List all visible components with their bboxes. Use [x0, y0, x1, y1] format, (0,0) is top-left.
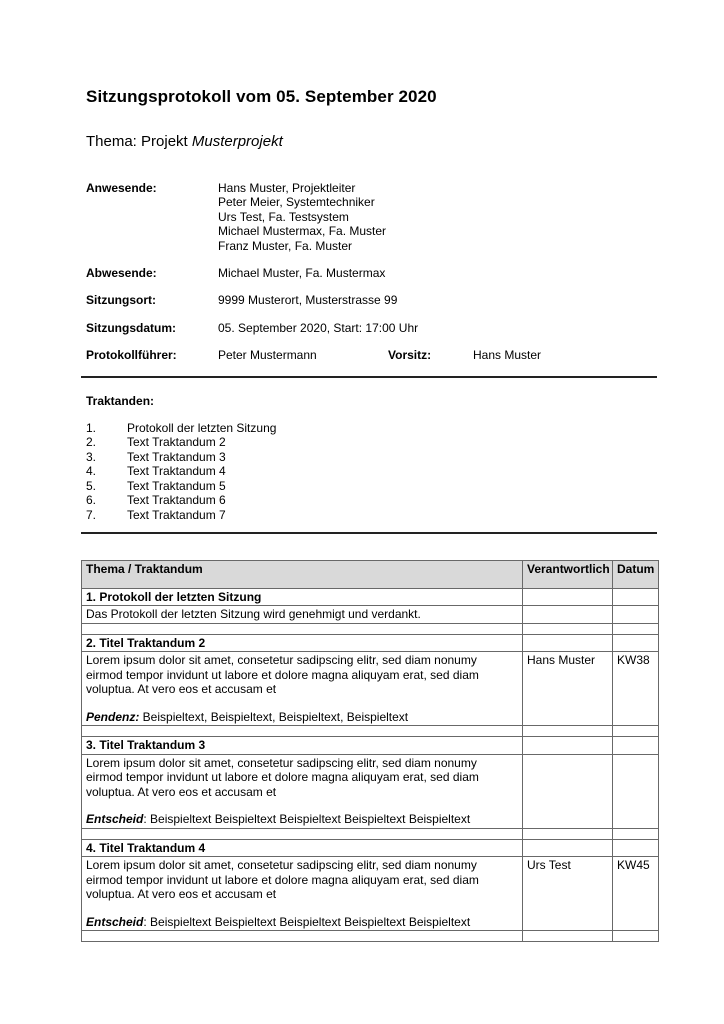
table-row-title: [82, 588, 659, 606]
sitzungsort-label: Sitzungsort:: [86, 293, 156, 308]
section-note-lead: Pendenz:: [86, 709, 140, 724]
meta-row-sitzungsdatum: [86, 321, 657, 335]
table-row-body: [82, 857, 659, 931]
sitzungsdatum-value: 05. September 2020, Start: 17:00 Uhr: [218, 320, 419, 335]
thema-project-name: Musterprojekt: [191, 133, 283, 150]
protocol-table-header: [82, 560, 659, 588]
traktanden-item-number: 6.: [86, 493, 97, 508]
table-row-spacer: [82, 828, 659, 839]
sitzungsdatum-label: Sitzungsdatum:: [86, 320, 176, 335]
abwesende-value: Michael Muster, Fa. Mustermax: [218, 266, 386, 281]
traktanden-item-number: 3.: [86, 449, 97, 464]
traktanden-item-text: Protokoll der letzten Sitzung: [127, 421, 277, 436]
table-cell-empty: [523, 828, 613, 839]
table-cell-empty: [523, 839, 613, 857]
table-row-title: [82, 634, 659, 652]
responsible-cell: Hans Muster: [523, 652, 613, 726]
section-title-cell: 1. Protokoll der letzten Sitzung: [82, 588, 523, 606]
table-row-body: [82, 606, 659, 624]
column-header-verantwortlich: Verantwortlich: [523, 560, 613, 588]
table-row-spacer: [82, 623, 659, 634]
section-title-cell: 2. Titel Traktandum 2: [82, 634, 523, 652]
section-body-text: Lorem ipsum dolor sit amet, consetetur sadipscing elitr, sed diam nonumy eirmod tempor invidunt ut labore et dolore magna aliquyam erat, sed diam voluptua. At vero eos et accusam et: [86, 858, 479, 902]
section-note: [86, 812, 507, 827]
table-cell-empty: [613, 588, 659, 606]
traktanden-item: [86, 508, 657, 522]
meta-section: [86, 181, 657, 363]
table-cell-empty: [82, 726, 523, 737]
sitzungsort-value: 9999 Musterort, Musterstrasse 99: [218, 293, 398, 308]
traktanden-item: [86, 421, 657, 435]
protocol-table: [81, 560, 659, 943]
attendee-line: Franz Muster, Fa. Muster: [218, 238, 353, 253]
traktanden-item-text: Text Traktandum 3: [127, 449, 226, 464]
section-body-text: Lorem ipsum dolor sit amet, consetetur sadipscing elitr, sed diam nonumy eirmod tempor invidunt ut labore et dolore magna aliquyam erat, sed diam voluptua. At vero eos et accusam et: [86, 755, 479, 799]
section-note: [86, 710, 507, 725]
date-cell: KW45: [613, 857, 659, 931]
table-cell-empty: [523, 623, 613, 634]
column-header-datum: Datum: [613, 560, 659, 588]
meta-row-abwesende: [86, 266, 657, 280]
section-note-text: : Beispieltext Beispieltext Beispieltext Beispieltext Beispieltext: [143, 812, 471, 827]
table-cell-empty: [613, 737, 659, 755]
vorsitz-label: Vorsitz:: [388, 348, 432, 363]
date-cell: KW38: [613, 652, 659, 726]
traktanden-item-text: Text Traktandum 2: [127, 435, 226, 450]
table-cell-empty: [82, 623, 523, 634]
responsible-cell: [523, 754, 613, 828]
section-body-cell: [82, 754, 523, 828]
section-note-text: Beispieltext, Beispieltext, Beispieltext, Beispieltext: [139, 709, 409, 724]
traktanden-item: [86, 450, 657, 464]
section-body-cell: [82, 606, 523, 624]
table-cell-empty: [613, 726, 659, 737]
anwesende-label: Anwesende:: [86, 181, 157, 195]
meta-row-protokollfuehrer: [86, 348, 657, 362]
table-cell-empty: [523, 931, 613, 942]
traktanden-item: [86, 493, 657, 507]
table-row-title: [82, 839, 659, 857]
traktanden-item: [86, 435, 657, 449]
column-header-thema: Thema / Traktandum: [82, 560, 523, 588]
traktanden-item-text: Text Traktandum 5: [127, 478, 226, 493]
table-cell-empty: [613, 839, 659, 857]
table-cell-empty: [523, 588, 613, 606]
table-cell-empty: [523, 737, 613, 755]
traktanden-item-number: 1.: [86, 421, 97, 436]
table-header-row: [82, 560, 659, 588]
table-row-title: [82, 737, 659, 755]
section-note-lead: Entscheid: [86, 914, 144, 929]
table-cell-empty: [613, 634, 659, 652]
responsible-cell: [523, 606, 613, 624]
page-title: Sitzungsprotokoll vom 05. September 2020: [86, 87, 437, 106]
traktanden-item-number: 2.: [86, 435, 97, 450]
traktanden-item: [86, 479, 657, 493]
table-row-body: [82, 754, 659, 828]
attendee-line: Michael Mustermax, Fa. Muster: [218, 224, 387, 239]
anwesende-lines: [218, 181, 657, 253]
section-title-cell: 4. Titel Traktandum 4: [82, 839, 523, 857]
traktanden-item-text: Text Traktandum 4: [127, 464, 226, 479]
vorsitz-value: Hans Muster: [473, 348, 542, 363]
traktanden-item-text: Text Traktandum 6: [127, 493, 226, 508]
section-body-text: Das Protokoll der letzten Sitzung wird genehmigt und verdankt.: [86, 607, 421, 622]
traktanden-item-number: 4.: [86, 464, 97, 479]
traktanden-item-number: 5.: [86, 478, 97, 493]
attendee-line: Peter Meier, Systemtechniker: [218, 195, 375, 210]
table-cell-empty: [613, 828, 659, 839]
abwesende-label: Abwesende:: [86, 266, 157, 281]
table-cell-empty: [82, 931, 523, 942]
date-cell: [613, 606, 659, 624]
attendee-line: Hans Muster, Projektleiter: [218, 181, 356, 195]
table-cell-empty: [523, 634, 613, 652]
attendee-line: Urs Test, Fa. Testsystem: [218, 209, 349, 224]
traktanden-item-number: 7.: [86, 507, 97, 522]
protocol-table-body: [82, 588, 659, 942]
divider-rule-bottom: [81, 532, 657, 534]
divider-rule-top: [81, 376, 657, 378]
date-cell: [613, 754, 659, 828]
section-title-cell: 3. Titel Traktandum 3: [82, 737, 523, 755]
section-note: [86, 915, 507, 930]
traktanden-item: [86, 464, 657, 478]
table-cell-empty: [613, 623, 659, 634]
responsible-cell: Urs Test: [523, 857, 613, 931]
traktanden-list: [81, 421, 657, 522]
table-cell-empty: [523, 726, 613, 737]
table-row-body: [82, 652, 659, 726]
section-note-text: : Beispieltext Beispieltext Beispieltext Beispieltext Beispieltext: [143, 914, 471, 929]
thema-line: [86, 133, 657, 151]
table-row-spacer: [82, 931, 659, 942]
meta-row-sitzungsort: [86, 293, 657, 307]
section-body-cell: [82, 857, 523, 931]
protokollfuehrer-label: Protokollführer:: [86, 348, 177, 363]
traktanden-heading: Traktanden:: [86, 393, 155, 408]
table-row-spacer: [82, 726, 659, 737]
thema-prefix: Thema: Projekt: [86, 133, 192, 150]
table-cell-empty: [613, 931, 659, 942]
section-body-text: Lorem ipsum dolor sit amet, consetetur sadipscing elitr, sed diam nonumy eirmod tempor invidunt ut labore et dolore magna aliquyam erat, sed diam voluptua. At vero eos et accusam et: [86, 653, 479, 697]
section-note-lead: Entscheid: [86, 812, 144, 827]
section-body-cell: [82, 652, 523, 726]
protokollfuehrer-value: Peter Mustermann: [218, 348, 317, 363]
traktanden-item-text: Text Traktandum 7: [127, 507, 226, 522]
meta-row-anwesende: [86, 181, 657, 253]
table-cell-empty: [82, 828, 523, 839]
